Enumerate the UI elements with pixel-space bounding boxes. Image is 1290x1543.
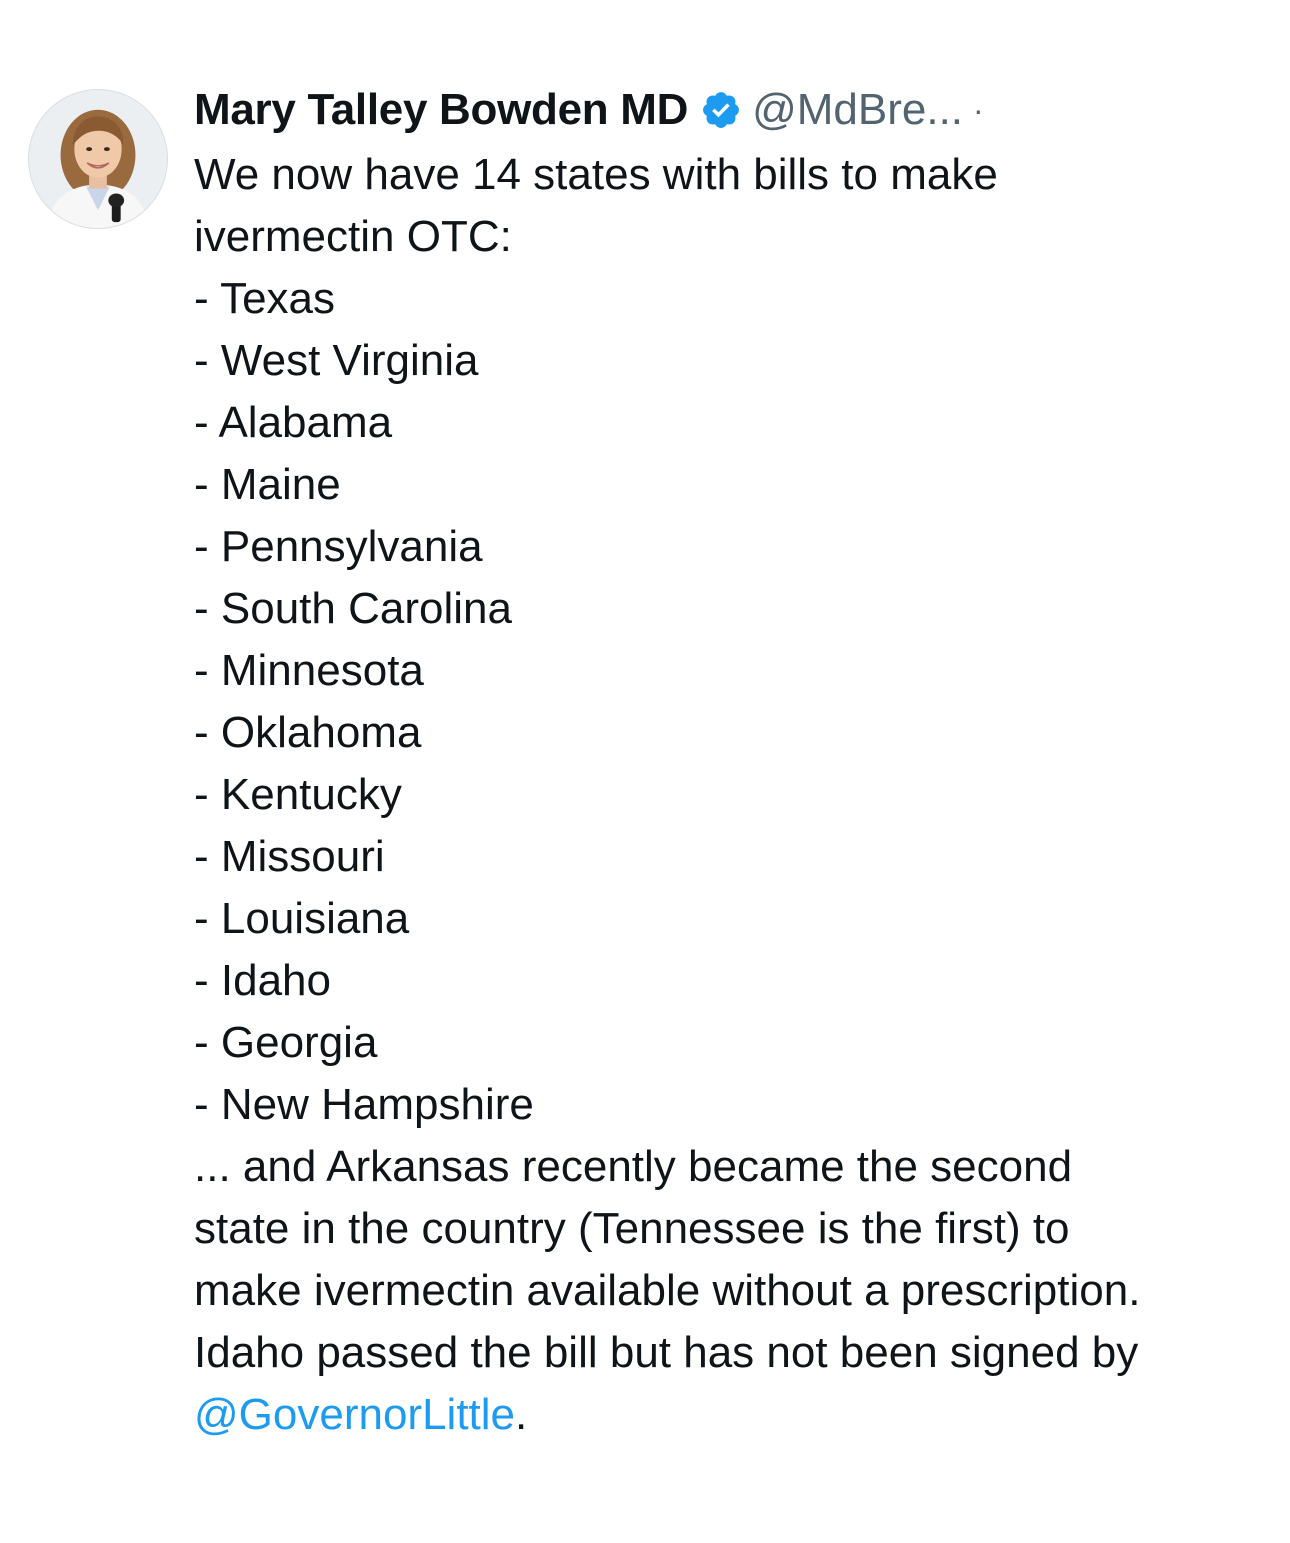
tweet-text-line: We now have 14 states with bills to make <box>194 150 998 199</box>
author-handle[interactable]: @MdBre... <box>752 85 964 134</box>
state-list-item: - Alabama <box>194 398 393 447</box>
state-list-item: - Louisiana <box>194 894 410 943</box>
tweet-text-line-mention <box>194 1384 1274 1446</box>
tweet-text-line: Idaho passed the bill but has not been signed by <box>194 1328 1139 1377</box>
state-list-item: - Missouri <box>194 832 385 881</box>
state-list-item: - Idaho <box>194 956 331 1005</box>
state-list-item: - Maine <box>194 460 341 509</box>
state-list-item: - Texas <box>194 274 336 323</box>
avatar-image <box>29 90 167 228</box>
state-list-item: - South Carolina <box>194 584 512 633</box>
tweet-header <box>194 82 984 138</box>
state-list-item: - West Virginia <box>194 336 479 385</box>
author-display-name[interactable]: Mary Talley Bowden MD <box>194 85 689 134</box>
tweet-text-line: ivermectin OTC: <box>194 212 512 261</box>
tweet-text-line: ... and Arkansas recently became the second <box>194 1142 1073 1191</box>
verified-badge-icon <box>700 89 742 131</box>
mention-suffix: . <box>515 1390 528 1439</box>
tweet-text-line: state in the country (Tennessee is the first) to <box>194 1204 1070 1253</box>
mention-link[interactable]: @GovernorLittle <box>194 1390 516 1439</box>
state-list-item: - Georgia <box>194 1018 378 1067</box>
state-list-item: - Minnesota <box>194 646 424 695</box>
state-list-item: - Kentucky <box>194 770 402 819</box>
state-list-item: - Oklahoma <box>194 708 422 757</box>
state-list-item: - Pennsylvania <box>194 522 483 571</box>
tweet-text-line: make ivermectin available without a prescription. <box>194 1266 1141 1315</box>
header-separator: · <box>973 91 984 128</box>
avatar[interactable] <box>28 89 168 229</box>
tweet-text <box>194 144 1274 1446</box>
state-list-item: - New Hampshire <box>194 1080 534 1129</box>
